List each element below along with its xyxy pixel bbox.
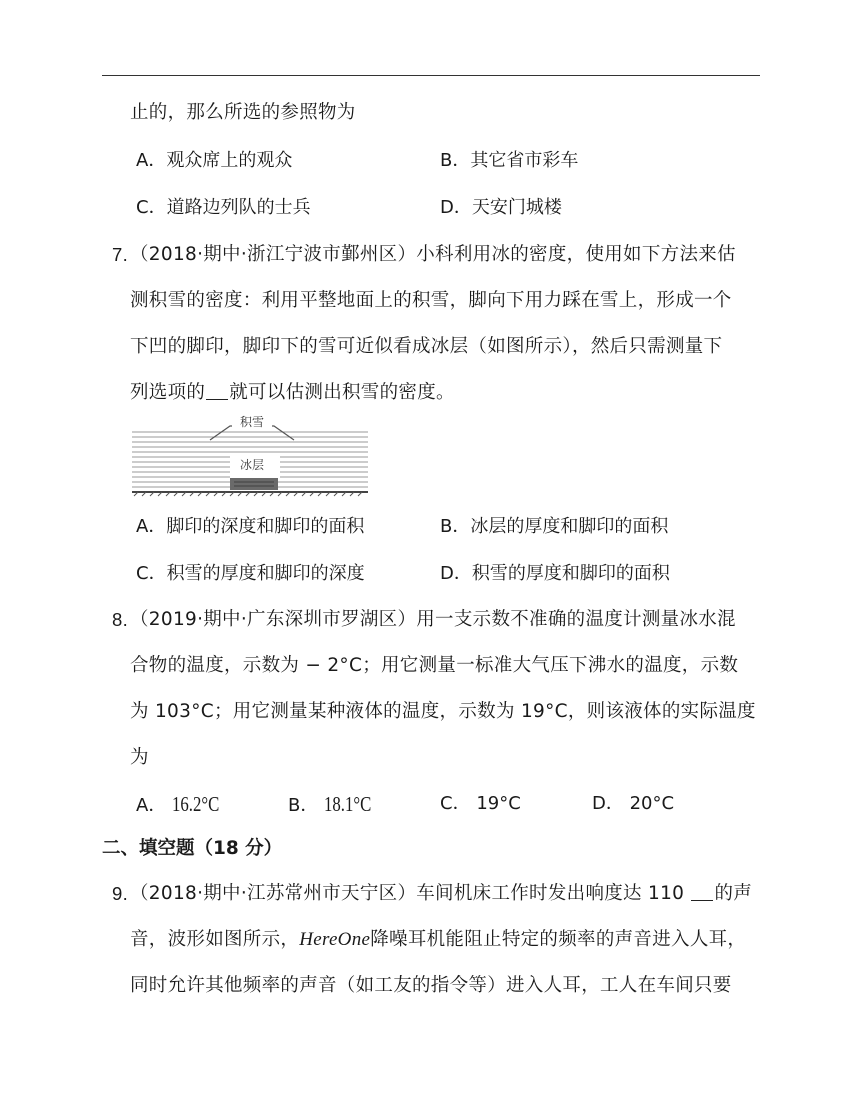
q7-option-c[interactable]: C．积雪的厚度和脚印的深度 xyxy=(136,563,365,584)
q7-stem-line-2: 测积雪的密度：利用平整地面上的积雪，脚向下用力踩在雪上，形成一个 xyxy=(130,290,732,311)
answer-blank xyxy=(691,882,713,901)
answer-blank xyxy=(206,381,228,400)
q8-stem-line-2: 合物的温度，示数为 − 2°C；用它测量一标准大气压下沸水的温度，示数 xyxy=(130,655,739,676)
q9-stem-line-2: 音，波形如图所示，HereOne降噪耳机能阻止特定的频率的声音进入人耳， xyxy=(130,929,747,950)
figure-label-ice: 冰层 xyxy=(239,458,265,472)
q7-option-a[interactable]: A．脚印的深度和脚印的面积 xyxy=(136,516,365,537)
q9-stem-line-1: （2018·期中·江苏常州市天宁区）车间机床工作时发出响度达 110 的声 xyxy=(130,883,753,904)
header-rule xyxy=(102,75,760,76)
q7-number: 7. xyxy=(112,244,129,265)
q7-option-d[interactable]: D．积雪的厚度和脚印的面积 xyxy=(440,563,670,584)
q7-option-b[interactable]: B．冰层的厚度和脚印的面积 xyxy=(440,516,669,537)
q8-option-d[interactable]: D． 20°C xyxy=(592,793,675,814)
q6-option-b[interactable]: B．其它省市彩车 xyxy=(440,150,579,171)
q8-option-a[interactable]: A． 16.2°C xyxy=(136,792,220,816)
q8-stem-line-1: （2019·期中·广东深圳市罗湖区）用一支示数不准确的温度计测量冰水混 xyxy=(130,609,736,630)
q8-number: 8. xyxy=(112,609,129,630)
q7-stem-line-1: （2018·期中·浙江宁波市鄞州区）小科利用冰的密度，使用如下方法来估 xyxy=(130,244,736,265)
q6-option-a[interactable]: A．观众席上的观众 xyxy=(136,150,293,171)
q8-stem-line-3: 为 103°C；用它测量某种液体的温度，示数为 19°C，则该液体的实际温度 xyxy=(130,701,756,722)
q7-stem-line-4: 列选项的 就可以估测出积雪的密度。 xyxy=(130,382,455,403)
q9-stem-line-3: 同时允许其他频率的声音（如工友的指令等）进入人耳，工人在车间只要 xyxy=(130,975,732,996)
q6-option-c[interactable]: C．道路边列队的士兵 xyxy=(136,197,311,218)
q6-stem-continuation: 止的，那么所选的参照物为 xyxy=(130,102,356,123)
section-heading: 二、填空题（18 分） xyxy=(102,838,283,859)
q6-option-d[interactable]: D．天安门城楼 xyxy=(440,197,562,218)
q9-number: 9. xyxy=(112,883,129,904)
q8-option-b[interactable]: B． 18.1°C xyxy=(288,792,372,816)
q7-stem-line-3: 下凹的脚印，脚印下的雪可近似看成冰层（如图所示），然后只需测量下 xyxy=(130,336,723,357)
q8-stem-line-4: 为 xyxy=(130,747,149,768)
snow-ice-figure xyxy=(130,412,370,502)
q8-option-c[interactable]: C． 19°C xyxy=(440,793,521,814)
figure-label-snow: 积雪 xyxy=(239,415,265,429)
